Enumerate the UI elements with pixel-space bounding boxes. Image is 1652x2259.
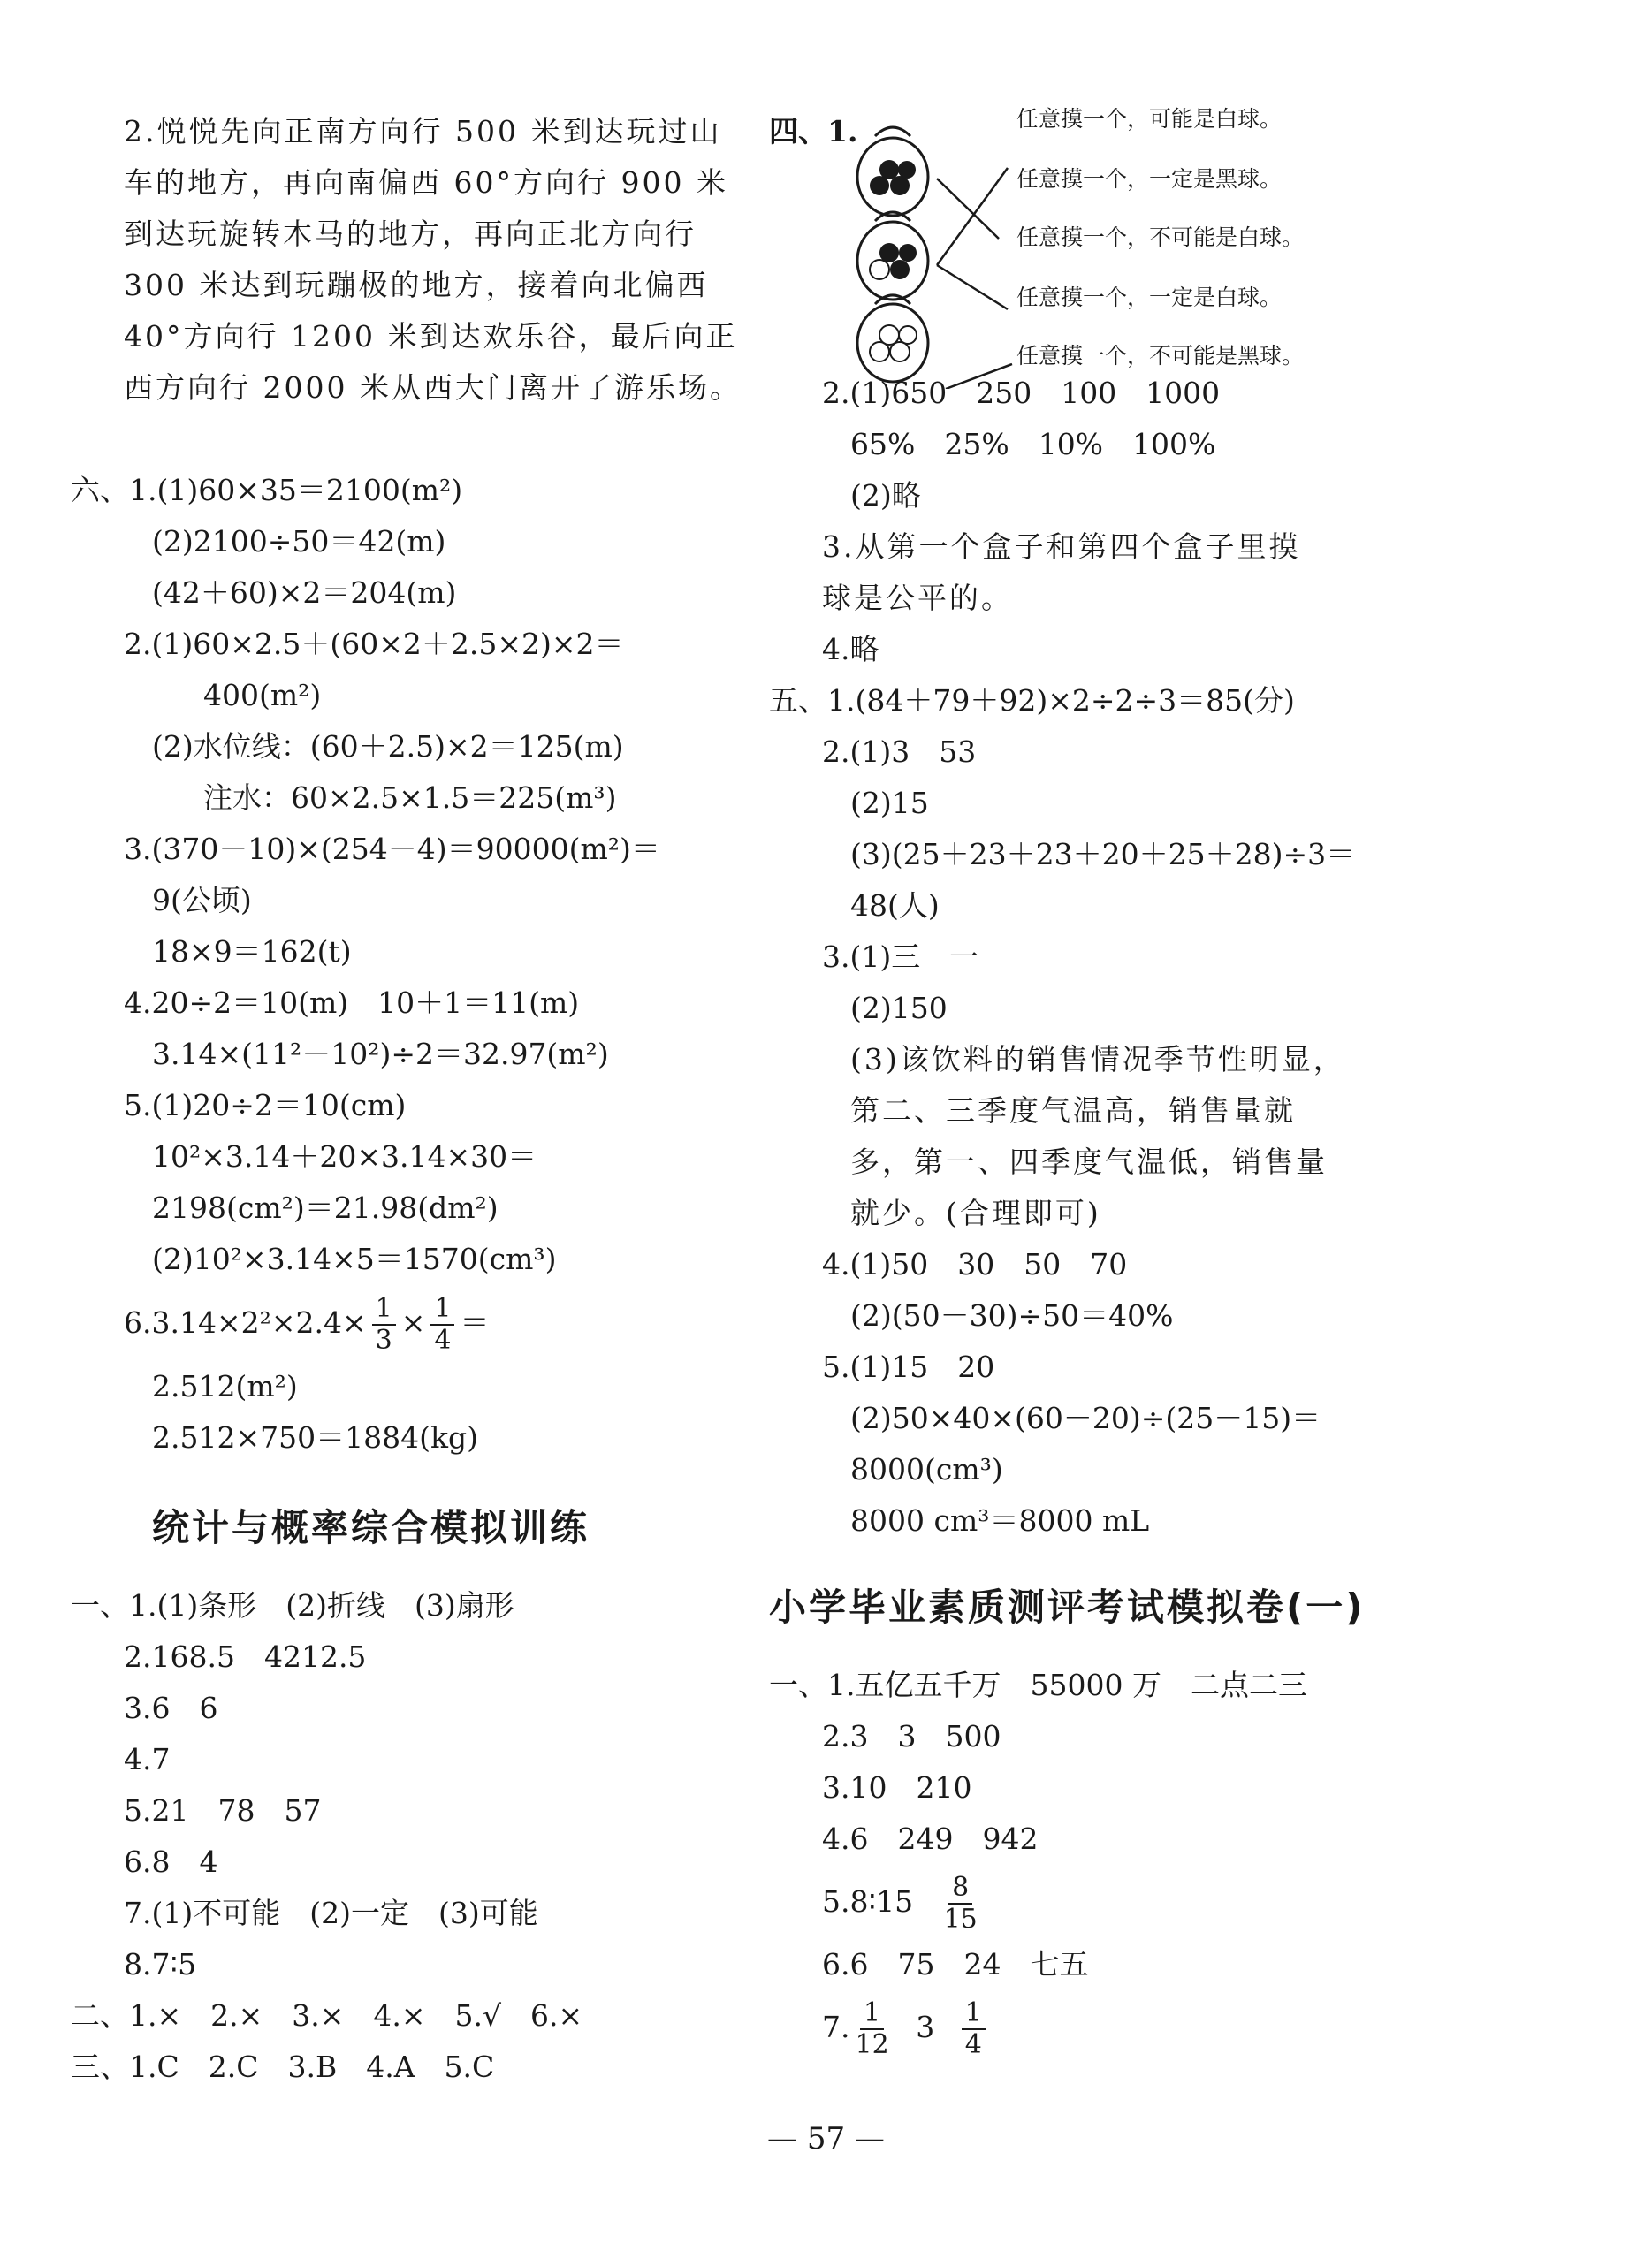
answer-s1-4: 4.7: [124, 1742, 171, 1776]
fraction-one-third: [372, 1294, 396, 1356]
answer-s1-8: 8.7∶5: [124, 1947, 197, 1981]
fraction-denominator: 4: [964, 2029, 982, 2060]
answer-s1-7: 7.(1)不可能 (2)一定 (3)可能: [124, 1896, 538, 1930]
answer-6-3b: 9(公顷): [152, 883, 252, 917]
section-title-statistics: 统计与概率综合模拟训练: [152, 1506, 590, 1549]
answer-5-4b: (2)(50－30)÷50＝40%: [850, 1298, 1174, 1333]
fraction-denominator: 15: [943, 1904, 978, 1935]
answer-s1-5: 5.21 78 57: [124, 1793, 322, 1828]
answer-4-4: 4.略: [822, 632, 879, 666]
answer-e1-5: [769, 1865, 1441, 1939]
times-sign: ×: [400, 1305, 426, 1340]
answer-5-4a: 4.(1)50 30 50 70: [822, 1247, 1128, 1282]
answer-e1-7: [769, 1990, 1441, 2065]
right-column: [769, 106, 1441, 2065]
answer-5-3b: (2)150: [850, 991, 948, 1025]
answer-6-5a: 5.(1)20÷2＝10(cm): [124, 1088, 407, 1122]
answer-6-5d: (2)10²×3.14×5＝1570(cm³): [152, 1242, 557, 1276]
answer-6-6a: [71, 1285, 742, 1361]
section-title-mock-exam: 小学毕业素质测评考试模拟卷(一): [769, 1586, 1366, 1629]
diagram-label-3: 任意摸一个，不可能是白球。: [1016, 224, 1305, 250]
fraction-denominator: 3: [375, 1325, 392, 1356]
fraction-one-quarter: [430, 1294, 454, 1356]
bag-mixed-icon: [857, 212, 928, 300]
equals-sign: ＝: [460, 1305, 490, 1340]
fraction-numerator: 1: [962, 1998, 986, 2030]
answer-e1-7-text: 7.: [822, 2010, 850, 2044]
ball-bag-matching-diagram: [769, 106, 1441, 389]
answer-5-5b: (2)50×40×(60－20)÷(25－15)＝: [850, 1401, 1321, 1435]
fraction-eight-fifteenths: [944, 1873, 978, 1935]
q2-paragraph: 2.悦悦先向正南方向行 500 米到达玩过山车的地方，再向南偏西 60°方向行 900 米到达玩旋转木马的地方，再向正北方向行 300 米达到玩蹦极的地方，接着向北偏西 40°方向行 1200 米到达欢乐谷，最后向正西方向行 2000 米从西大门离开了游乐场。: [124, 114, 742, 405]
answer-e1-4: 4.6 249 942: [822, 1822, 1039, 1856]
matching-lines: [937, 168, 1012, 389]
answer-s1-3: 3.6 6: [124, 1691, 218, 1725]
fraction-denominator: 12: [855, 2029, 889, 2060]
answer-section-3: 三、1.C 2.C 3.B 4.A 5.C: [71, 2050, 495, 2084]
answer-e1-7-middle: 3: [916, 2010, 935, 2044]
answer-5-2a: 2.(1)3 53: [822, 734, 977, 769]
bag-all-black-icon: [857, 127, 928, 216]
answer-s1-6: 6.8 4: [124, 1844, 218, 1879]
fraction-numerator: 8: [948, 1873, 972, 1905]
answer-5-3a: 3.(1)三 一: [822, 939, 979, 974]
answer-4-3: 3.从第一个盒子和第四个盒子里摸球是公平的。: [822, 529, 1301, 615]
answer-4-2a: 2.(1)650 250 100 1000: [822, 376, 1221, 410]
answer-6-6c: 2.512×750＝1884(kg): [152, 1420, 478, 1455]
answer-5-2d: 48(人): [850, 888, 940, 923]
answer-5-5a: 5.(1)15 20: [822, 1350, 995, 1384]
answer-e1-6: 6.6 75 24 七五: [822, 1947, 1089, 1981]
diagram-label-5: 任意摸一个，不可能是黑球。: [1016, 343, 1305, 369]
answer-6-6b: 2.512(m²): [152, 1369, 298, 1403]
answer-5-3c: (3)该饮料的销售情况季节性明显，第二、三季度气温高，销售量就多，第一、四季度气温低，销售量就少。(合理即可): [850, 1042, 1345, 1230]
fraction-numerator: 1: [430, 1294, 454, 1326]
bag-all-white-icon: [857, 295, 928, 382]
answer-6-2c: (2)水位线：(60＋2.5)×2＝125(m): [152, 729, 624, 764]
answer-5-5d: 8000 cm³＝8000 mL: [850, 1503, 1150, 1538]
answer-6-4b: 3.14×(11²－10²)÷2＝32.97(m²): [152, 1037, 609, 1071]
answer-5-2b: (2)15: [850, 786, 929, 820]
answer-5-2c: (3)(25＋23＋23＋20＋25＋28)÷3＝: [850, 837, 1356, 871]
diagram-label-1: 任意摸一个，可能是白球。: [1016, 106, 1283, 132]
page-number: — 57 —: [767, 2121, 885, 2156]
fraction-numerator: 1: [372, 1294, 396, 1326]
answer-6-3c: 18×9＝162(t): [152, 934, 352, 969]
answer-e1-2: 2.3 3 500: [822, 1719, 1001, 1753]
answer-6-2b: 400(m²): [203, 678, 322, 712]
answer-6-1b: (2)2100÷50＝42(m): [152, 524, 446, 559]
answer-6-3a: 3.(370－10)×(254－4)＝90000(m²)＝: [124, 832, 660, 866]
fraction-numerator: 1: [860, 1998, 884, 2030]
answer-4-1-label: 四、1.: [769, 114, 858, 148]
answer-6-2d: 注水：60×2.5×1.5＝225(m³): [203, 780, 617, 815]
answer-6-2a: 2.(1)60×2.5＋(60×2＋2.5×2)×2＝: [124, 627, 624, 661]
answer-5-5c: 8000(cm³): [850, 1452, 1003, 1487]
answer-e1-5-text: 5.8∶15: [822, 1884, 914, 1919]
answer-6-6a-text: 6.3.14×2²×2.4×: [124, 1305, 367, 1340]
answer-6-1c: (42＋60)×2＝204(m): [152, 575, 457, 610]
answer-6-5b: 10²×3.14＋20×3.14×30＝: [152, 1139, 537, 1174]
answer-6-5c: 2198(cm²)＝21.98(dm²): [152, 1190, 499, 1225]
left-column: [71, 106, 742, 2093]
fraction-one-quarter: [962, 1998, 986, 2060]
answer-s1-2: 2.168.5 4212.5: [124, 1639, 367, 1674]
diagram-label-4: 任意摸一个，一定是白球。: [1016, 285, 1283, 310]
answer-s1-1: 一、1.(1)条形 (2)折线 (3)扇形: [71, 1588, 514, 1623]
diagram-label-2: 任意摸一个，一定是黑球。: [1016, 166, 1283, 192]
answer-section-2: 二、1.× 2.× 3.× 4.× 5.√ 6.×: [71, 1998, 583, 2033]
answer-6-1a: 六、1.(1)60×35＝2100(m²): [71, 473, 463, 507]
answer-4-2b: 65% 25% 10% 100%: [850, 427, 1216, 461]
answer-6-4a: 4.20÷2＝10(m) 10＋1＝11(m): [124, 985, 580, 1020]
fraction-denominator: 4: [434, 1325, 452, 1356]
fraction-one-twelfth: [856, 1998, 889, 2060]
answer-e1-3: 3.10 210: [822, 1770, 972, 1805]
answer-5-1: 五、1.(84＋79＋92)×2÷2÷3＝85(分): [769, 683, 1295, 718]
answer-e1-1: 一、1.五亿五千万 55000 万 二点二三: [769, 1668, 1307, 1702]
answer-4-2c: (2)略: [850, 478, 921, 513]
